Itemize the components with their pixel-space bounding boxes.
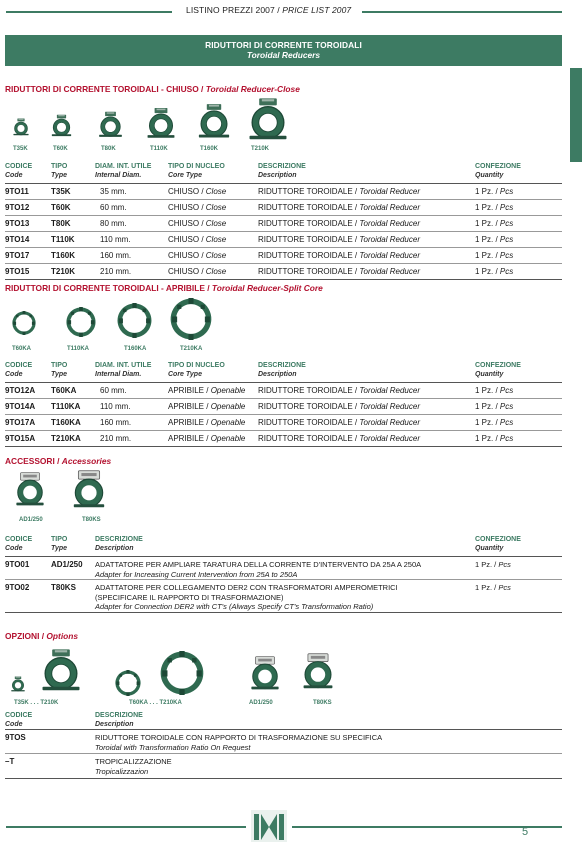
- table-row: –T TROPICALIZZAZIONE Tropicalizzazion: [5, 754, 562, 779]
- icon-label: T80KS: [82, 517, 101, 523]
- icon-label: T60KA: [12, 346, 32, 352]
- table-row: 9TO12A T60KA 60 mm. APRIBILE / Openable RIDUTTORE TOROIDALE / Toroidal Reducer 1 Pz. / Pcs: [5, 383, 562, 399]
- adapter-ad1-250-icon: [13, 472, 47, 506]
- table-row: 9TO15A T210KA 210 mm. APRIBILE / Openable RIDUTTORE TOROIDALE / Toroidal Reducer 1 Pz. / Pcs: [5, 431, 562, 447]
- table-header: CODICE Code DESCRIZIONE Description: [5, 711, 562, 730]
- table-row: 9TO14A T110KA 110 mm. APRIBILE / Openable RIDUTTORE TOROIDALE / Toroidal Reducer 1 Pz. / Pcs: [5, 399, 562, 415]
- table-header: CODICE Code TIPO Type DESCRIZIONE Description CONFEZIONE Quantity: [5, 535, 562, 557]
- toroid-t80k-icon: [97, 111, 124, 138]
- icon-label: AD1/250: [249, 700, 273, 706]
- price-list-title: LISTINO PREZZI 2007 / PRICE LIST 2007: [186, 5, 352, 15]
- toroid-t160k-icon: [196, 103, 232, 139]
- split-toroid-t210ka-icon: [170, 298, 212, 340]
- section-title-accessories: ACCESSORI / Accessories: [5, 456, 112, 466]
- icon-label: T80KS: [313, 700, 332, 706]
- toroid-t110k-icon: [145, 107, 177, 139]
- banner-subtitle: Toroidal Reducers: [246, 50, 321, 60]
- toroid-t210k-icon: [246, 97, 290, 141]
- side-tab-marker: [570, 68, 582, 162]
- table-row: 9TOS RIDUTTORE TOROIDALE CON RAPPORTO DI TRASFORMAZIONE SU SPECIFICA Toroidal with Transformation Ratio On Request: [5, 730, 562, 754]
- adapter-t80ks-icon: [300, 653, 336, 689]
- icon-label: T80K: [101, 146, 116, 152]
- section-title-close: RIDUTTORI DI CORRENTE TOROIDALI - CHIUSO / Toroidal Reducer-Close: [5, 84, 300, 94]
- icon-label: T60KA . . . T210KA: [129, 700, 182, 706]
- icon-label: T110K: [150, 146, 168, 152]
- table-row: 9TO11 T35K 35 mm. CHIUSO / Close RIDUTTORE TOROIDALE / Toroidal Reducer 1 Pz. / Pcs: [5, 184, 562, 200]
- icon-label: T35K . . . T210K: [14, 700, 59, 706]
- table-options: [5, 711, 562, 779]
- page-number: 5: [522, 826, 529, 838]
- toroid-large-icon: [39, 648, 83, 692]
- split-toroid-t160ka-icon: [117, 303, 152, 338]
- icon-label: T35K: [13, 146, 28, 152]
- table-row: 9TO13 T80K 80 mm. CHIUSO / Close RIDUTTORE TOROIDALE / Toroidal Reducer 1 Pz. / Pcs: [5, 216, 562, 232]
- table-row: 9TO02 T80KS ADATTATORE PER COLLEGAMENTO DER2 CON TRASFORMATORI AMPEROMETRICI (SPECIFICARE IL RAPPORTO DI TRASFORMAZIONE) Adapter for Connection DER2 with CT's (Always Specify CT's Transformation Ratio) 1 Pz. / Pcs: [5, 580, 562, 613]
- split-toroid-large-icon: [160, 651, 204, 695]
- footer-rule-left: [6, 826, 246, 828]
- section-title-split: RIDUTTORI DI CORRENTE TOROIDALI - APRIBILE / Toroidal Reducer-Split Core: [5, 283, 323, 293]
- header-rule-left: [6, 11, 172, 13]
- icon-label: T210K: [251, 146, 270, 152]
- company-logo-icon: [251, 810, 287, 842]
- split-toroid-t60ka-icon: [12, 311, 36, 335]
- split-toroid-small-icon: [115, 670, 141, 696]
- table-row: 9TO17 T160K 160 mm. CHIUSO / Close RIDUTTORE TOROIDALE / Toroidal Reducer 1 Pz. / Pcs: [5, 248, 562, 264]
- table-row: 9TO01 AD1/250 ADATTATORE PER AMPLIARE TARATURA DELLA CORRENTE D'INTERVENTO DA 25A A 250A Adapter for Increasing Current Intervention from 25A to 250A 1 Pz. / Pcs: [5, 557, 562, 580]
- table-header: CODICE Code TIPO Type DIAM. INT. UTILE Internal Diam. TIPO DI NUCLEO Core Type DESCRIZIONE Description CONFEZIONE Quantity: [5, 162, 562, 184]
- icon-label: T110KA: [67, 346, 90, 352]
- toroid-small-icon: [10, 676, 26, 692]
- icon-label: T60K: [53, 146, 68, 152]
- table-close: [5, 162, 562, 280]
- icon-label: T160KA: [124, 346, 147, 352]
- adapter-t80ks-icon: [70, 470, 108, 508]
- table-row: 9TO14 T110K 110 mm. CHIUSO / Close RIDUTTORE TOROIDALE / Toroidal Reducer 1 Pz. / Pcs: [5, 232, 562, 248]
- table-accessories: [5, 535, 562, 613]
- table-split: [5, 361, 562, 447]
- title-banner: [5, 35, 562, 66]
- table-row: 9TO17A T160KA 160 mm. APRIBILE / Openable RIDUTTORE TOROIDALE / Toroidal Reducer 1 Pz. / Pcs: [5, 415, 562, 431]
- toroid-t35k-icon: [12, 118, 30, 136]
- table-header: CODICE Code TIPO Type DIAM. INT. UTILE Internal Diam. TIPO DI NUCLEO Core Type DESCRIZIONE Description CONFEZIONE Quantity: [5, 361, 562, 383]
- icon-label: T210KA: [180, 346, 203, 352]
- header-rule-right: [362, 11, 562, 13]
- icon-label: AD1/250: [19, 517, 43, 523]
- split-toroid-t110ka-icon: [66, 307, 96, 337]
- table-row: 9TO12 T60K 60 mm. CHIUSO / Close RIDUTTORE TOROIDALE / Toroidal Reducer 1 Pz. / Pcs: [5, 200, 562, 216]
- section-title-options: OPZIONI / Options: [5, 631, 79, 641]
- banner-title: RIDUTTORI DI CORRENTE TOROIDALI: [205, 40, 362, 50]
- toroid-t60k-icon: [50, 114, 73, 137]
- icon-label: T160K: [200, 146, 219, 152]
- adapter-ad1-250-icon: [248, 656, 282, 690]
- table-row: 9TO15 T210K 210 mm. CHIUSO / Close RIDUTTORE TOROIDALE / Toroidal Reducer 1 Pz. / Pcs: [5, 264, 562, 280]
